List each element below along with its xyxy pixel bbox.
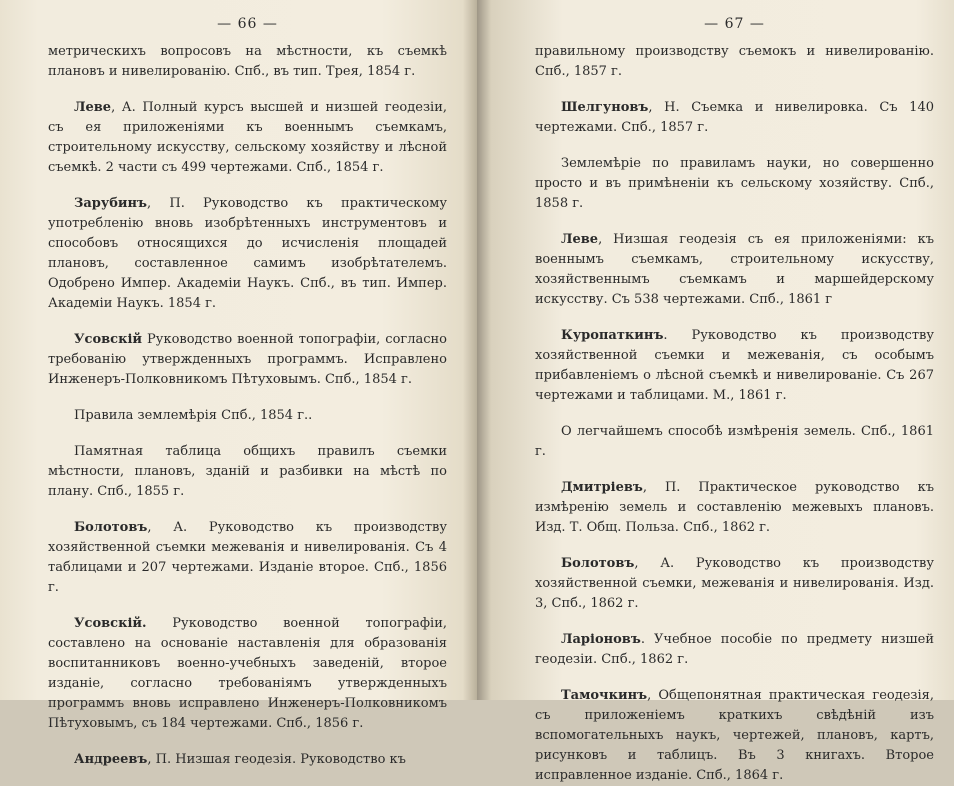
- author-name: Дмитріевъ: [561, 480, 643, 495]
- entry: Усовскій Руководство военной топографіи, согласно требованію утвержденныхъ программъ. Исправлено Инженеръ-Полковникомъ Пѣтуховымъ. Спб., 1854 г.: [48, 332, 447, 387]
- right-entries: [535, 42, 934, 786]
- left-page: [0, 0, 477, 767]
- entry: Андреевъ, П. Низшая геодезія. Руководство къ: [74, 752, 406, 767]
- author-name: Леве: [74, 100, 112, 115]
- entry: Болотовъ, А. Руководство къ производству хозяйственной съемки межеванія и нивелированія. Съ 4 таблицами и 207 чертежами. Изданіе второе. Спб., 1856 г.: [48, 520, 447, 595]
- page-number-right: — 67 —: [704, 16, 765, 32]
- author-name: Болотовъ: [561, 556, 635, 571]
- page-number-left: — 66 —: [217, 16, 278, 32]
- entry: Болотовъ, А. Руководство къ производству хозяйственной съемки, межеванія и нивелированія. Изд. 3, Спб., 1862 г.: [535, 556, 934, 611]
- author-name: Андреевъ: [74, 752, 148, 767]
- entry: Леве, А. Полный курсъ высшей и низшей геодезіи, съ ея приложеніями къ военнымъ съемкамъ, строительному искусству, сельскому хозяйству и лѣсной съемкѣ. 2 части съ 499 чертежами. Спб., 1854 г.: [48, 100, 447, 175]
- entry: Памятная таблица общихъ правилъ съемки мѣстности, плановъ, зданій и разбивки на мѣстѣ по плану. Спб., 1855 г.: [48, 444, 447, 499]
- right-page: [477, 0, 954, 783]
- entry: Землемѣріе по правиламъ науки, но совершенно просто и въ примѣненіи къ сельскому хозяйству. Спб., 1858 г.: [535, 156, 934, 211]
- entry: Тамочкинъ, Общепонятная практическая геодезія, съ приложеніемъ краткихъ свѣдѣній изъ вспомогательныхъ наукъ, чертежей, плановъ, картъ, рисунковъ и таблицъ. Въ 3 книгахъ. Второе исправленное изданіе. Спб., 1864 г.: [535, 688, 934, 783]
- author-name: Шелгуновъ: [561, 100, 649, 115]
- entry: Леве, Низшая геодезія съ ея приложеніями: къ военнымъ съемкамъ, строительному искусству, хозяйственнымъ съемкамъ и маршейдерскому искусству. Съ 538 чертежами. Спб., 1861 г: [535, 232, 934, 307]
- author-name: Зарубинъ: [74, 196, 148, 211]
- author-name: Усовскій: [74, 332, 143, 347]
- author-name: Ларіоновъ: [561, 632, 641, 647]
- entry: Усовскій. Руководство военной топографіи, составлено на основаніе наставленія для образованія воспитанниковъ военно-учебныхъ заведеній, второе изданіе, согласно требованіямъ утвержденныхъ программъ вновь исправлено Инженеръ-Полковникомъ Пѣтуховымъ, съ 184 чертежами. Спб., 1856 г.: [48, 616, 447, 731]
- author-name: Болотовъ: [74, 520, 148, 535]
- author-name: Тамочкинъ: [561, 688, 648, 703]
- entry: О легчайшемъ способѣ измѣренія земель. Спб., 1861 г.: [535, 424, 934, 459]
- entry: правильному производству съемокъ и нивелированію. Спб., 1857 г.: [535, 44, 934, 79]
- entry: Зарубинъ, П. Руководство къ практическому употребленію вновь изобрѣтенныхъ инструментовъ и способовъ относящихся до исчисленія площадей плановъ, составленное самимъ изобрѣтателемъ. Одобрено Импер. Академіи Наукъ. Спб., въ тип. Импер. Академіи Наукъ. 1854 г.: [48, 196, 447, 311]
- entry: Ларіоновъ. Учебное пособіе по предмету низшей геодезіи. Спб., 1862 г.: [535, 632, 934, 667]
- left-entries: [48, 42, 447, 770]
- entry: Правила землемѣрія Спб., 1854 г..: [74, 408, 313, 423]
- author-name: Леве: [561, 232, 599, 247]
- author-name: Усовскій.: [74, 616, 147, 631]
- entry: Куропаткинъ. Руководство къ производству хозяйственной съемки и межеванія, съ особымъ прибавленіемъ о лѣсной съемкѣ и нивелированіе. Съ 267 чертежами и таблицами. М., 1861 г.: [535, 328, 934, 403]
- entry: метрическихъ вопросовъ на мѣстности, къ съемкѣ плановъ и нивелированію. Спб., въ тип. Трея, 1854 г.: [48, 44, 447, 79]
- author-name: Куропаткинъ: [561, 328, 664, 343]
- entry: Шелгуновъ, Н. Съемка и нивелировка. Съ 140 чертежами. Спб., 1857 г.: [535, 100, 934, 135]
- entry: Дмитріевъ, П. Практическое руководство къ измѣренію земель и составленію межевыхъ плановъ. Изд. Т. Общ. Польза. Спб., 1862 г.: [535, 480, 934, 535]
